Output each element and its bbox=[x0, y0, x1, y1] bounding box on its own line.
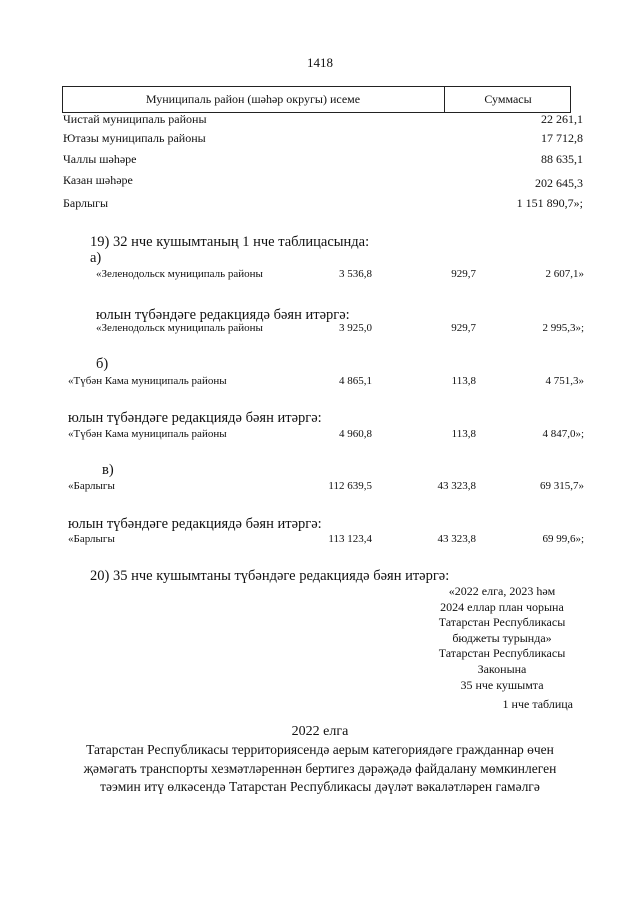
header-sum: Суммасы bbox=[484, 92, 532, 106]
header-municipality-name: Муниципаль район (шәһәр округы) исеме bbox=[145, 92, 361, 106]
item19-a-label: а) bbox=[90, 250, 102, 266]
law-reference-block bbox=[412, 584, 592, 693]
c-old-v3: 69 315,7» bbox=[540, 480, 584, 492]
c-old-v2: 43 323,8 bbox=[437, 480, 476, 492]
table-title-line: тәэмин итү өлкәсендә Татарстан Республикасы дәүләт вәкаләтләрен гамәлгә bbox=[100, 779, 540, 794]
law-ref-line: 35 нче кушымта bbox=[460, 677, 544, 692]
item20-heading: 20) 35 нче кушымтаны түбәндәге редакциядә бәян итәргә: bbox=[90, 568, 450, 584]
law-ref-line: Татарстан Республикасы bbox=[438, 615, 566, 630]
a-old-v2: 929,7 bbox=[451, 268, 476, 280]
b-new-name: «Түбән Кама муниципаль районы bbox=[68, 428, 227, 440]
replace-text: юлын түбәндәге редакциядә бәян итәргә: bbox=[68, 410, 322, 426]
row-name: Чаллы шәһәре bbox=[63, 152, 137, 166]
row-value: 202 645,3 bbox=[535, 176, 583, 190]
row-name: Барлыгы bbox=[63, 196, 109, 210]
a-new-v3: 2 995,3»; bbox=[542, 322, 584, 334]
law-ref-line: Татарстан Республикасы bbox=[438, 646, 566, 661]
law-ref-line: бюджеты турында» bbox=[452, 630, 552, 645]
c-new-name: «Барлыгы bbox=[68, 533, 115, 545]
c-new-v1: 113 123,4 bbox=[328, 533, 372, 545]
row-value: 22 261,1 bbox=[541, 112, 583, 126]
a-old-v1: 3 536,8 bbox=[339, 268, 372, 280]
a-old-name: «Зеленодольск муниципаль районы bbox=[96, 268, 263, 280]
table-label: 1 нче таблица bbox=[502, 697, 573, 711]
item19-c-label: в) bbox=[102, 462, 114, 478]
replace-text: юлын түбәндәге редакциядә бәян итәргә: bbox=[68, 516, 322, 532]
b-old-v3: 4 751,3» bbox=[545, 375, 584, 387]
a-old-v3: 2 607,1» bbox=[545, 268, 584, 280]
b-old-v1: 4 865,1 bbox=[339, 375, 372, 387]
a-new-name: «Зеленодольск муниципаль районы bbox=[96, 322, 263, 334]
b-old-v2: 113,8 bbox=[451, 375, 476, 387]
row-value: 17 712,8 bbox=[541, 131, 583, 145]
year-title: 2022 елга bbox=[291, 724, 349, 739]
c-old-name: «Барлыгы bbox=[68, 480, 115, 492]
replace-text: юлын түбәндәге редакциядә бәян итәргә: bbox=[96, 307, 350, 323]
item19-heading: 19) 32 нче кушымтаның 1 нче таблицасында: bbox=[90, 234, 370, 250]
b-new-v3: 4 847,0»; bbox=[542, 428, 584, 440]
table-title-line: җәмәгать транспорты хезмәтләреннән бертигез дәрәҗәдә файдалану мөмкинлеген bbox=[83, 761, 557, 776]
law-ref-line: 2024 еллар план чорына bbox=[440, 599, 564, 614]
law-ref-line: «2022 елга, 2023 һәм bbox=[448, 584, 556, 598]
b-new-v2: 113,8 bbox=[451, 428, 476, 440]
c-new-v3: 69 99,6»; bbox=[542, 533, 584, 545]
c-new-v2: 43 323,8 bbox=[437, 533, 476, 545]
a-new-v1: 3 925,0 bbox=[339, 322, 372, 334]
a-new-v2: 929,7 bbox=[451, 322, 476, 334]
c-old-v1: 112 639,5 bbox=[328, 480, 372, 492]
row-name: Казан шәһәре bbox=[63, 173, 133, 187]
law-ref-line: Законына bbox=[477, 661, 527, 676]
item19-b-label: б) bbox=[96, 356, 109, 372]
table-title-line: Татарстан Республикасы территориясендә аерым категориядәге гражданнар өчен bbox=[86, 742, 554, 757]
row-name: Чистай муниципаль районы bbox=[63, 112, 207, 126]
page-number: 1418 bbox=[307, 55, 333, 70]
row-value: 1 151 890,7»; bbox=[516, 196, 583, 210]
b-new-v1: 4 960,8 bbox=[339, 428, 372, 440]
row-name: Ютазы муниципаль районы bbox=[63, 131, 206, 145]
b-old-name: «Түбән Кама муниципаль районы bbox=[68, 375, 227, 387]
row-value: 88 635,1 bbox=[541, 152, 583, 166]
